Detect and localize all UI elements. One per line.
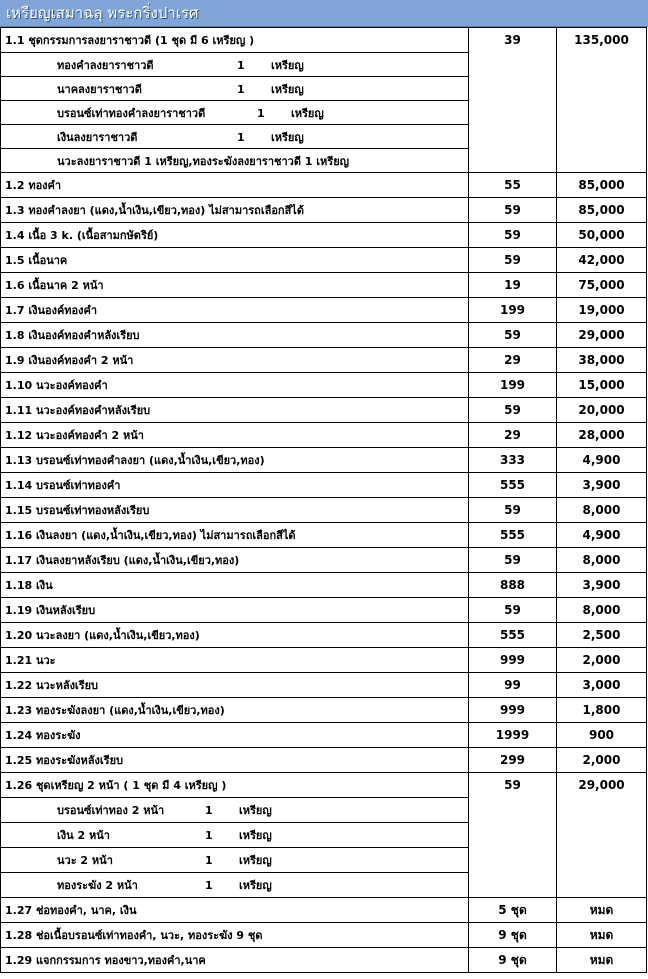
set-item [1,101,469,125]
item-qty: 199 [469,373,557,398]
table-row [1,398,647,423]
price-table-body [1,28,647,973]
item-label: 1.22 นวะหลังเรียบ [1,673,469,698]
item-label: 1.21 นวะ [1,648,469,673]
table-row [1,348,647,373]
table-row [1,598,647,623]
set-item [1,873,469,898]
set-item-unit: เหรียญ [271,82,304,96]
item-price: 29,000 [557,773,647,898]
item-price: 3,900 [557,573,647,598]
item-label: 1.29 แจกกรรมการ ทองขาว,ทองคำ,นาค [1,948,469,973]
table-row [1,698,647,723]
item-qty: 59 [469,498,557,523]
set-item-count: 1 [205,829,213,842]
item-qty: 555 [469,523,557,548]
item-label: 1.19 เงินหลังเรียบ [1,598,469,623]
item-qty: 39 [469,28,557,173]
item-label: 1.7 เงินองค์ทองคำ [1,298,469,323]
item-price: 3,900 [557,473,647,498]
item-qty: 99 [469,673,557,698]
table-row [1,173,647,198]
set-item-name: เงิน 2 หน้า [57,829,110,842]
set-item-name: นาคลงยาราชาวดี [57,82,142,96]
table-row [1,248,647,273]
item-label: 1.8 เงินองค์ทองคำหลังเรียบ [1,323,469,348]
set-item-unit: เหรียญ [291,106,324,120]
item-price: หมด [557,948,647,973]
item-price: 85,000 [557,198,647,223]
set-item-name: เงินลงยาราชาวดี [57,130,138,144]
table-row [1,948,647,973]
set-item-name: ทองระฆัง 2 หน้า [57,879,138,892]
item-price: 3,000 [557,673,647,698]
item-qty: 9 ชุด [469,948,557,973]
item-label: 1.24 ทองระฆัง [1,723,469,748]
table-row [1,423,647,448]
item-qty: 999 [469,698,557,723]
item-price: 8,000 [557,598,647,623]
table-row [1,723,647,748]
item-label: 1.17 เงินลงยาหลังเรียบ (แดง,น้ำเงิน,เขียว,ทอง) [1,548,469,573]
item-label: 1.27 ช่อทองคำ, นาค, เงิน [1,898,469,923]
item-label: 1.13 บรอนซ์เท่าทองคำลงยา (แดง,น้ำเงิน,เขียว,ทอง) [1,448,469,473]
set-item [1,798,469,823]
set-item-count: 1 [257,106,265,120]
item-price: 15,000 [557,373,647,398]
item-qty: 888 [469,573,557,598]
item-qty: 59 [469,248,557,273]
item-label: 1.28 ช่อเนื้อบรอนซ์เท่าทองคำ, นวะ, ทองระฆัง 9 ชุด [1,923,469,948]
set-item-count: 1 [237,130,245,144]
item-label: 1.4 เนื้อ 3 k. (เนื้อสามกษัตริย์) [1,223,469,248]
item-price: 2,000 [557,748,647,773]
item-price: 42,000 [557,248,647,273]
table-row [1,223,647,248]
set-item-unit: เหรียญ [239,804,272,817]
table-row [1,923,647,948]
set-item-name: บรอนซ์เท่าทองคำลงยาราชาวดี [57,106,206,120]
item-price: 19,000 [557,298,647,323]
table-row [1,773,647,798]
set-item-count: 1 [205,804,213,817]
table-row [1,648,647,673]
set-item [1,53,469,77]
set-item-count: 1 [237,58,245,72]
item-label: 1.15 บรอนซ์เท่าทองหลังเรียบ [1,498,469,523]
page-title: เหรียญเสมาฉลุ พระกริ่งปาเรศ [0,0,648,27]
table-row [1,573,647,598]
set-item: นวะลงยาราชาวดี 1 เหรียญ,ทองระฆังลงยาราชาวดี 1 เหรียญ [1,149,469,173]
item-price: 38,000 [557,348,647,373]
item-qty: 59 [469,398,557,423]
item-price: 4,900 [557,448,647,473]
table-row [1,498,647,523]
item-qty: 1999 [469,723,557,748]
item-qty: 55 [469,173,557,198]
table-row [1,28,647,53]
table-row [1,673,647,698]
item-qty: 5 ชุด [469,898,557,923]
item-qty: 29 [469,348,557,373]
table-row [1,198,647,223]
item-qty: 199 [469,298,557,323]
item-price: 8,000 [557,498,647,523]
item-price: 50,000 [557,223,647,248]
item-qty: 59 [469,548,557,573]
table-row [1,448,647,473]
set-item-unit: เหรียญ [239,854,272,867]
table-row [1,273,647,298]
item-qty: 59 [469,598,557,623]
item-label: 1.20 นวะลงยา (แดง,น้ำเงิน,เขียว,ทอง) [1,623,469,648]
item-qty: 19 [469,273,557,298]
item-label: 1.9 เงินองค์ทองคำ 2 หน้า [1,348,469,373]
item-label: 1.26 ชุดเหรียญ 2 หน้า ( 1 ชุด มี 4 เหรียญ ) [1,773,469,798]
table-row [1,523,647,548]
table-row [1,473,647,498]
item-label: 1.10 นวะองค์ทองคำ [1,373,469,398]
item-label: 1.16 เงินลงยา (แดง,น้ำเงิน,เขียว,ทอง) ไม่สามารถเลือกสีได้ [1,523,469,548]
set-item-count: 1 [205,879,213,892]
item-qty: 999 [469,648,557,673]
set-item-unit: เหรียญ [271,58,304,72]
item-label: 1.3 ทองคำลงยา (แดง,น้ำเงิน,เขียว,ทอง) ไม่สามารถเลือกสีได้ [1,198,469,223]
item-price: 2,500 [557,623,647,648]
item-price: 4,900 [557,523,647,548]
item-label: 1.11 นวะองค์ทองคำหลังเรียบ [1,398,469,423]
set-item-name: นวะ 2 หน้า [57,854,113,867]
item-price: 900 [557,723,647,748]
item-price: 8,000 [557,548,647,573]
item-qty: 555 [469,623,557,648]
item-price: หมด [557,923,647,948]
item-label: 1.5 เนื้อนาค [1,248,469,273]
item-price: 28,000 [557,423,647,448]
item-price: หมด [557,898,647,923]
item-price: 29,000 [557,323,647,348]
item-qty: 59 [469,773,557,898]
item-price: 135,000 [557,28,647,173]
item-price: 20,000 [557,398,647,423]
set-item [1,125,469,149]
set-item-name: บรอนซ์เท่าทอง 2 หน้า [57,804,165,817]
set-item-unit: เหรียญ [239,879,272,892]
item-price: 1,800 [557,698,647,723]
table-row [1,298,647,323]
item-qty: 59 [469,223,557,248]
set-item [1,823,469,848]
item-label: 1.25 ทองระฆังหลังเรียบ [1,748,469,773]
item-qty: 29 [469,423,557,448]
item-qty: 299 [469,748,557,773]
item-label: 1.14 บรอนซ์เท่าทองคำ [1,473,469,498]
item-label: 1.12 นวะองค์ทองคำ 2 หน้า [1,423,469,448]
set-item-count: 1 [205,854,213,867]
set-item-name: ทองคำลงยาราชาวดี [57,58,154,72]
item-price: 75,000 [557,273,647,298]
item-label: 1.23 ทองระฆังลงยา (แดง,น้ำเงิน,เขียว,ทอง) [1,698,469,723]
item-label: 1.1 ชุดกรรมการลงยาราชาวดี (1 ชุด มี 6 เหรียญ ) [1,28,469,53]
table-row [1,898,647,923]
item-label: 1.2 ทองคำ [1,173,469,198]
set-item-unit: เหรียญ [239,829,272,842]
item-label: 1.6 เนื้อนาค 2 หน้า [1,273,469,298]
item-price: 2,000 [557,648,647,673]
table-row [1,323,647,348]
price-table [0,27,647,973]
item-qty: 9 ชุด [469,923,557,948]
table-row [1,748,647,773]
set-item [1,77,469,101]
set-item-unit: เหรียญ [271,130,304,144]
item-qty: 333 [469,448,557,473]
item-price: 85,000 [557,173,647,198]
table-row [1,548,647,573]
item-label: 1.18 เงิน [1,573,469,598]
item-qty: 59 [469,323,557,348]
set-item-count: 1 [237,82,245,96]
set-item [1,848,469,873]
item-qty: 59 [469,198,557,223]
item-qty: 555 [469,473,557,498]
table-row [1,623,647,648]
table-row [1,373,647,398]
